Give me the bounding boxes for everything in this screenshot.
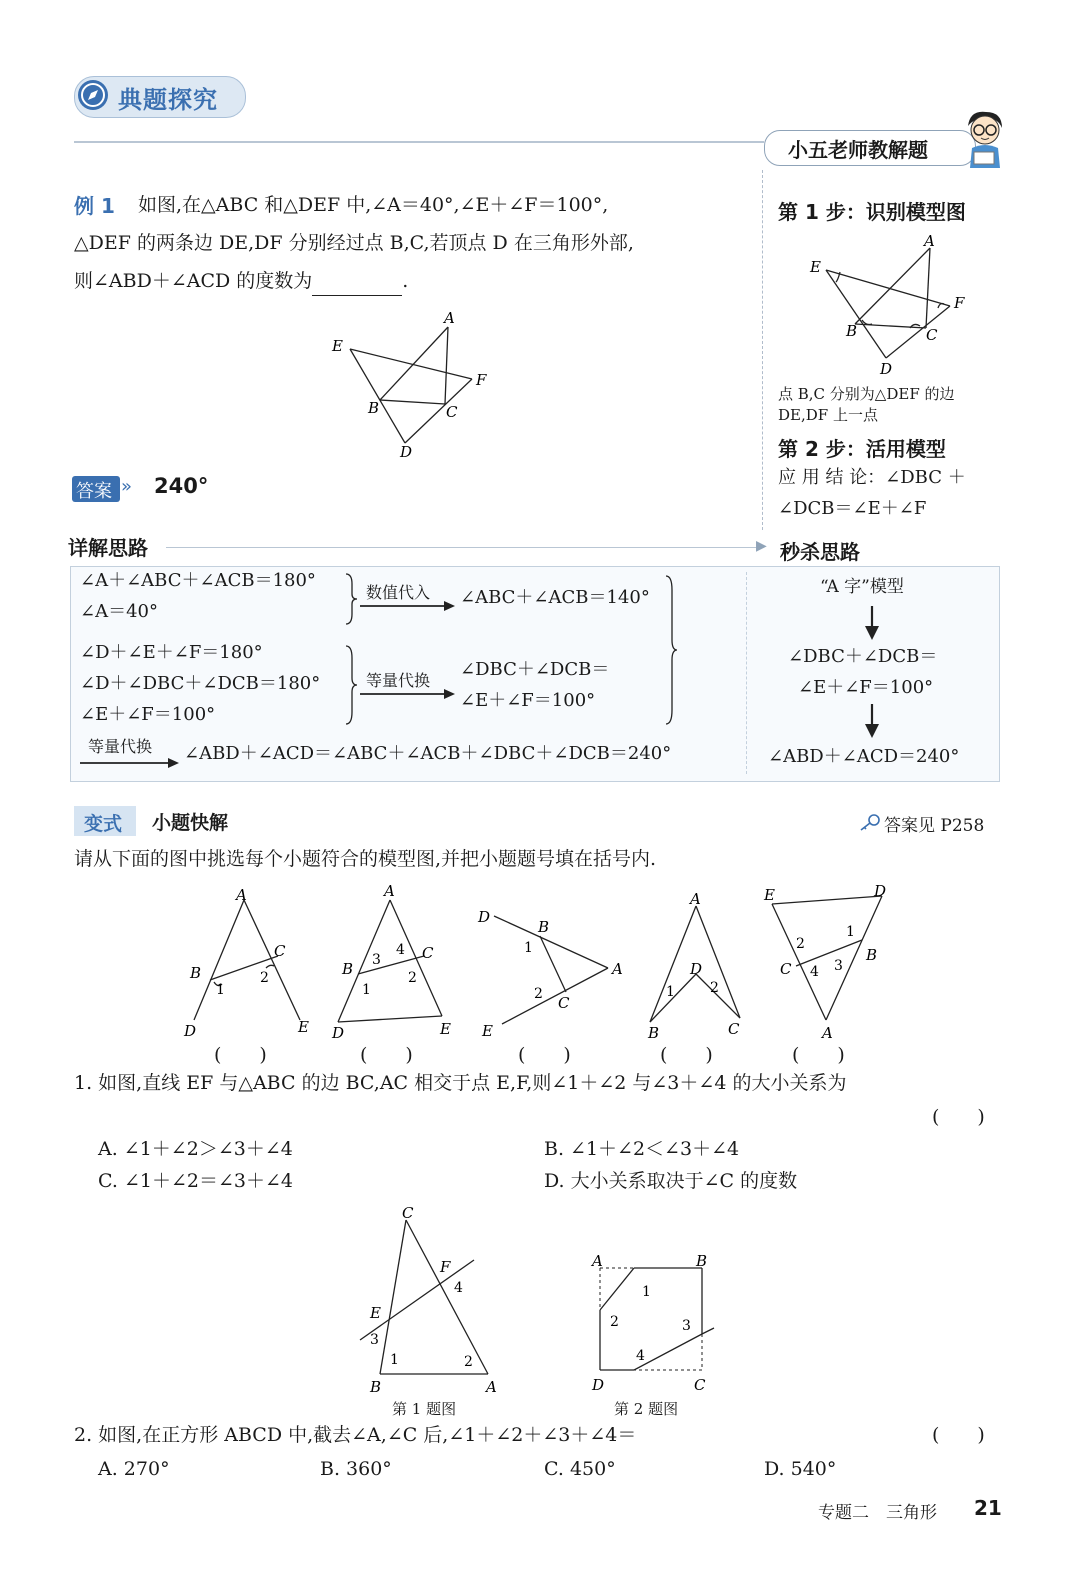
detail-title: 详解思路 [68, 536, 148, 560]
step2-title: 第 2 步：活用模型 [778, 437, 946, 461]
svg-text:C: C [694, 1376, 706, 1394]
svg-text:A: A [384, 882, 395, 900]
model-figure-2 [328, 880, 468, 1044]
step2-text-2: ∠DCB＝∠E＋∠F [778, 498, 927, 519]
fig-label-E: E [332, 337, 343, 355]
answer-badge: 答案 [76, 481, 112, 502]
s1-label-B: B [846, 322, 858, 340]
detail-r2-result-1: ∠DBC＋∠DCB＝ [460, 659, 610, 680]
q2-figure [584, 1244, 724, 1400]
page-number: 21 [974, 1496, 1002, 1520]
teacher-banner: 小五老师教解题 [788, 138, 928, 162]
svg-text:C: C [780, 960, 792, 978]
svg-text:E: E [440, 1020, 451, 1038]
brace-icon [344, 572, 358, 626]
svg-text:2: 2 [408, 970, 417, 986]
q2-option-c: C. 450° [544, 1458, 616, 1480]
q1-option-b: B. ∠1＋∠2＜∠3＋∠4 [544, 1138, 740, 1160]
fig-label-C: C [446, 403, 458, 421]
q1-fig-caption: 第 1 题图 [392, 1400, 457, 1418]
arrow-right-icon: ▶ [756, 538, 767, 554]
svg-text:B: B [648, 1024, 660, 1042]
model-paren-5: ( ) [792, 1044, 845, 1066]
q1-paren: ( ) [932, 1106, 985, 1128]
teacher-avatar [960, 108, 1008, 170]
svg-text:B: B [370, 1378, 382, 1396]
svg-text:A: A [612, 960, 623, 978]
sidebar-divider [762, 170, 763, 530]
fig-label-A: A [444, 309, 455, 327]
svg-text:2: 2 [260, 970, 269, 986]
svg-text:D: D [592, 1376, 605, 1394]
q1-stem: 1. 如图,直线 EF 与△ABC 的边 BC,AC 相交于点 E,F,则∠1＋∠2 与∠3＋∠4 的大小关系为 [74, 1072, 847, 1094]
arrow-down-icon [864, 704, 880, 738]
compass-icon [78, 80, 108, 110]
svg-text:A: A [592, 1252, 603, 1270]
svg-text:2: 2 [464, 1354, 473, 1370]
svg-text:E: E [764, 886, 775, 904]
s1-label-C: C [926, 326, 938, 344]
model-paren-4: ( ) [660, 1044, 713, 1066]
detail-r2a: ∠D＋∠E＋∠F＝180° [80, 642, 263, 663]
q1-option-d: D. 大小关系取决于∠C 的度数 [544, 1170, 798, 1192]
brace-right-icon [664, 574, 678, 726]
svg-text:4: 4 [454, 1280, 463, 1296]
answer-value: 240° [154, 474, 209, 498]
svg-text:B: B [866, 946, 878, 964]
fig-label-D: D [400, 443, 413, 460]
step1-note-1: 点 B,C 分别为△DEF 的边 [778, 385, 955, 403]
variant-badge: 变式 [84, 813, 123, 835]
step1-title: 第 1 步：识别模型图 [778, 200, 966, 224]
svg-text:B: B [190, 964, 202, 982]
s1-label-A: A [924, 232, 935, 250]
detail-title-rule [166, 547, 756, 548]
svg-text:3: 3 [682, 1318, 691, 1334]
q2-fig-caption: 第 2 题图 [614, 1400, 679, 1418]
step2-text-1: 应 用 结 论：∠DBC ＋ [778, 467, 966, 488]
svg-text:3: 3 [834, 958, 843, 974]
chevron-right-icon: » [121, 476, 133, 497]
svg-text:2: 2 [534, 986, 543, 1002]
quick-mid-2: ∠E＋∠F＝100° [798, 677, 934, 698]
svg-text:1: 1 [666, 984, 675, 1000]
svg-text:E: E [298, 1018, 309, 1036]
quick-model: “A 字”模型 [820, 577, 904, 597]
svg-text:4: 4 [636, 1348, 645, 1364]
detail-r1-result: ∠ABC＋∠ACB＝140° [460, 587, 650, 608]
detail-r2-result-2: ∠E＋∠F＝100° [460, 690, 596, 711]
q2-paren: ( ) [932, 1424, 985, 1446]
svg-text:1: 1 [524, 940, 533, 956]
answer-blank [312, 275, 402, 296]
detail-r2b: ∠D＋∠DBC＋∠DCB＝180° [80, 673, 321, 694]
svg-text:1: 1 [216, 982, 225, 998]
svg-text:D: D [690, 960, 703, 978]
q1-figure [350, 1200, 510, 1400]
detail-r2c: ∠E＋∠F＝100° [80, 704, 216, 725]
example-line-3-end: . [402, 270, 409, 292]
s1-label-E: E [810, 258, 821, 276]
svg-text:C: C [422, 944, 434, 962]
key-icon [858, 812, 882, 832]
fig-label-B: B [368, 399, 380, 417]
model-figure-5 [760, 878, 900, 1044]
example-line-3 [74, 266, 408, 296]
example-line-1: 如图,在△ABC 和△DEF 中,∠A＝40°,∠E＋∠F＝100°, [138, 194, 609, 216]
svg-text:2: 2 [610, 1314, 619, 1330]
svg-text:F: F [440, 1258, 451, 1276]
example-label: 例 1 [74, 194, 115, 218]
svg-text:C: C [402, 1204, 414, 1222]
model-figure-1 [180, 884, 320, 1044]
example-line-2: △DEF 的两条边 DE,DF 分别经过点 B,C,若顶点 D 在三角形外部, [74, 232, 634, 254]
arrow-right-icon [80, 757, 180, 769]
svg-text:B: B [696, 1252, 708, 1270]
detail-box-divider [746, 572, 747, 774]
svg-text:3: 3 [370, 1332, 379, 1348]
s1-label-D: D [880, 360, 893, 378]
step1-figure [800, 228, 990, 378]
svg-text:4: 4 [396, 942, 405, 958]
svg-text:A: A [236, 886, 247, 904]
arrow-right-icon [360, 600, 456, 612]
svg-text:4: 4 [810, 964, 819, 980]
model-figure-3 [472, 900, 632, 1044]
brace-icon [344, 644, 358, 726]
quick-mid-1: ∠DBC＋∠DCB＝ [788, 646, 938, 667]
arrow-right-icon [360, 688, 456, 700]
svg-text:D: D [184, 1022, 197, 1040]
model-paren-2: ( ) [360, 1044, 413, 1066]
svg-text:E: E [482, 1022, 493, 1040]
variant-title: 小题快解 [152, 812, 229, 834]
detail-r1a: ∠A＋∠ABC＋∠ACB＝180° [80, 570, 316, 591]
q2-option-a: A. 270° [98, 1458, 170, 1480]
svg-text:2: 2 [796, 936, 805, 952]
svg-text:2: 2 [710, 980, 719, 996]
variant-instruction: 请从下面的图中挑选每个小题符合的模型图,并把小题题号填在括号内. [74, 848, 657, 870]
svg-text:1: 1 [362, 982, 371, 998]
svg-text:E: E [370, 1304, 381, 1322]
q2-option-b: B. 360° [320, 1458, 392, 1480]
arrow-down-icon [864, 606, 880, 640]
svg-text:3: 3 [372, 952, 381, 968]
model-figure-4 [636, 886, 756, 1044]
fig-label-F: F [476, 371, 487, 389]
footer-chapter: 专题二 三角形 [818, 1503, 937, 1523]
svg-text:A: A [822, 1024, 833, 1042]
q1-option-a: A. ∠1＋∠2＞∠3＋∠4 [98, 1138, 293, 1160]
svg-text:1: 1 [642, 1284, 651, 1300]
q2-option-d: D. 540° [764, 1458, 837, 1480]
header-rule [74, 141, 764, 143]
q1-option-c: C. ∠1＋∠2＝∠3＋∠4 [98, 1170, 293, 1192]
svg-text:D: D [874, 882, 887, 900]
quick-title: 秒杀思路 [780, 540, 860, 564]
detail-final: ∠ABD＋∠ACD＝∠ABC＋∠ACB＋∠DBC＋∠DCB＝240° [184, 743, 672, 764]
svg-text:C: C [728, 1020, 740, 1038]
model-paren-3: ( ) [518, 1044, 571, 1066]
s1-label-F: F [954, 294, 965, 312]
step1-note-2: DE,DF 上一点 [778, 406, 878, 424]
model-paren-1: ( ) [214, 1044, 267, 1066]
section-title: 典题探究 [118, 86, 218, 114]
detail-r1b: ∠A＝40° [80, 601, 158, 622]
svg-text:D: D [478, 908, 491, 926]
svg-text:C: C [558, 994, 570, 1012]
svg-text:D: D [332, 1024, 345, 1042]
q2-stem: 2. 如图,在正方形 ABCD 中,截去∠A,∠C 后,∠1＋∠2＋∠3＋∠4＝ [74, 1424, 637, 1446]
svg-text:B: B [538, 918, 550, 936]
variant-answer-ref: 答案见 P258 [884, 816, 985, 836]
svg-text:1: 1 [846, 924, 855, 940]
detail-r1-arrow-label: 数值代入 [366, 583, 431, 602]
svg-text:A: A [690, 890, 701, 908]
example-line-3-text: 则∠ABD＋∠ACD 的度数为 [74, 270, 313, 292]
svg-text:A: A [486, 1378, 497, 1396]
quick-final: ∠ABD＋∠ACD＝240° [768, 746, 960, 767]
detail-final-arrow-label: 等量代换 [88, 737, 153, 756]
detail-r2-arrow-label: 等量代换 [366, 671, 431, 690]
example-figure [320, 305, 520, 460]
svg-text:C: C [274, 942, 286, 960]
svg-text:B: B [342, 960, 354, 978]
svg-text:1: 1 [390, 1352, 399, 1368]
